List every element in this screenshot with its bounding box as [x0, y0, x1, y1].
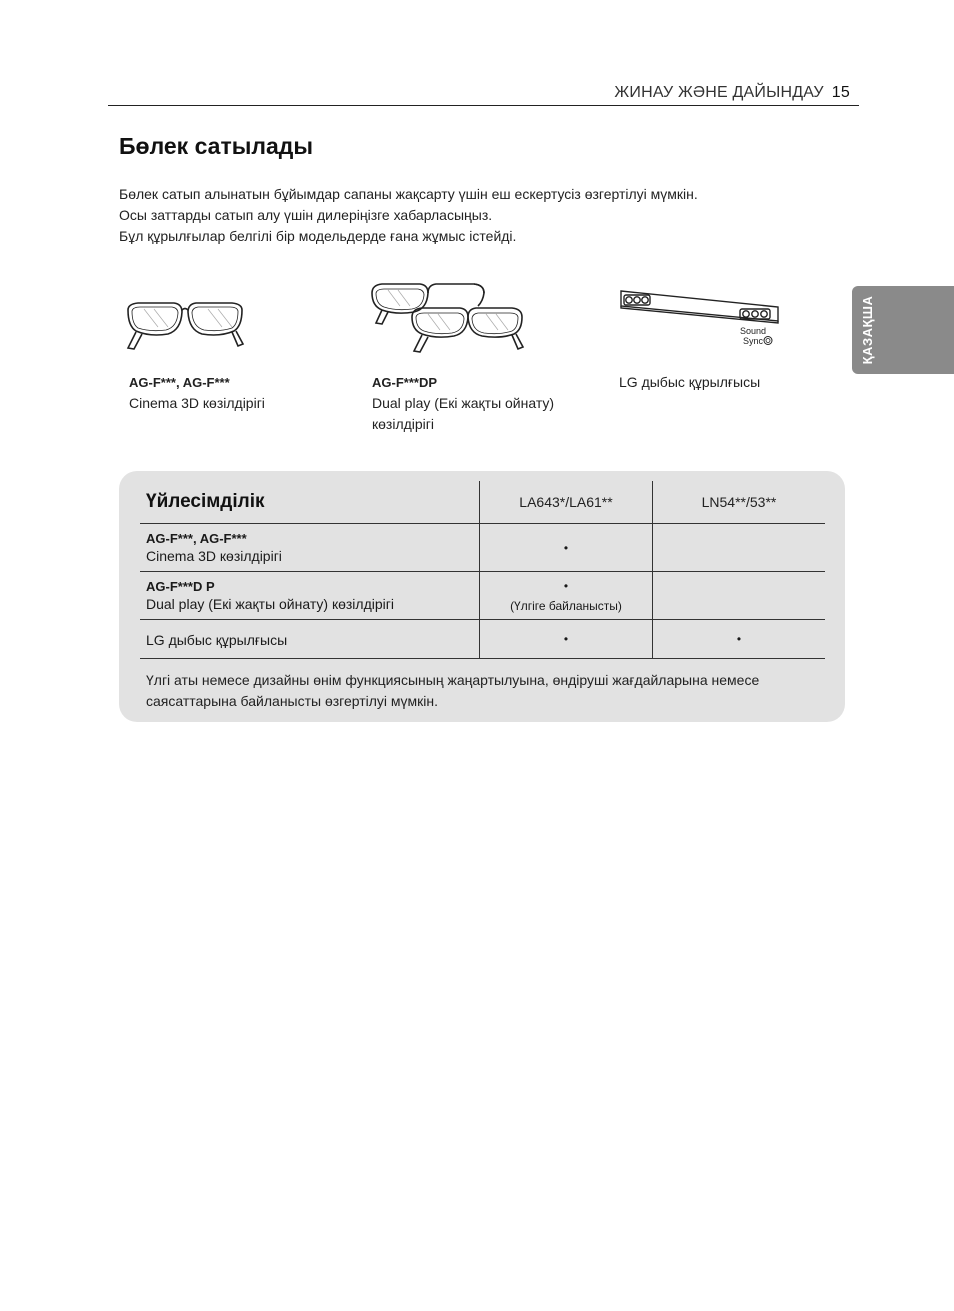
intro-text — [119, 184, 698, 247]
compat-dot: • — [563, 578, 569, 593]
product-caption — [619, 372, 760, 393]
item-cell — [140, 572, 479, 619]
running-header — [614, 84, 850, 102]
compat-cell — [479, 620, 652, 658]
product-cinema-3d-glasses — [124, 294, 246, 354]
item-cell — [140, 524, 479, 571]
item-desc: LG дыбыс құрылғысы — [146, 632, 288, 648]
product-dual-play-glasses — [368, 279, 526, 357]
compat-cell — [652, 620, 825, 658]
compatibility-note: Үлгі аты немесе дизайны өнім функциясының жаңартылуына, өндіруші жағдайларына немесе саясаттарына байланысты өзгертілуі мүмкін. — [146, 672, 760, 709]
table-header-cell — [652, 481, 825, 523]
product-sound-bar — [618, 287, 782, 349]
compat-cell — [652, 524, 825, 571]
item-model: AG-F***D P — [146, 579, 215, 594]
compat-cell — [479, 572, 652, 619]
item-desc: Dual play (Екі жақты ойнату) көзілдірігі — [146, 596, 394, 612]
sound-bar-icon — [618, 287, 782, 349]
column-header: LA643*/LA61** — [519, 494, 613, 510]
product-caption — [372, 372, 554, 435]
language-tab-label: ҚАЗАҚША — [860, 295, 875, 365]
intro-line: Бұл құрылғылар белгілі бір модельдерде ғана жұмыс істейді. — [119, 228, 517, 244]
item-model: AG-F***, AG-F*** — [146, 531, 247, 546]
compat-cell — [479, 524, 652, 571]
product-desc-line: көзілдірігі — [372, 416, 435, 432]
compat-cell — [652, 572, 825, 619]
table-row — [140, 524, 825, 572]
compat-dot: • — [563, 540, 569, 555]
product-desc: Cinema 3D көзілдірігі — [129, 395, 265, 411]
page-title: Бөлек сатылады — [119, 133, 313, 159]
table-row — [140, 572, 825, 620]
intro-line: Бөлек сатып алынатын бұйымдар сапаны жақсарту үшін еш ескертусіз өзгертілуі мүмкін. — [119, 186, 698, 202]
sound-sync-label: Sound — [740, 326, 767, 336]
header-divider — [108, 105, 859, 106]
compat-dot: • — [736, 632, 742, 646]
intro-line: Осы заттарды сатып алу үшін дилеріңізге хабарласыңыз. — [119, 207, 493, 223]
3d-glasses-icon — [124, 294, 246, 354]
compatibility-table — [140, 481, 825, 659]
table-header-row — [140, 481, 825, 524]
compat-note: (Үлгіге байланысты) — [510, 598, 622, 613]
product-caption — [129, 372, 265, 414]
item-cell — [140, 620, 479, 658]
product-desc-line: Dual play (Екі жақты ойнату) — [372, 395, 555, 411]
table-header-title-cell — [140, 481, 479, 523]
product-model: AG-F***DP — [372, 375, 438, 390]
item-desc: Cinema 3D көзілдірігі — [146, 548, 282, 564]
column-header: LN54**/53** — [701, 494, 777, 510]
table-title: Үйлесімділік — [146, 491, 265, 512]
table-header-cell — [479, 481, 652, 523]
product-model: AG-F***, AG-F*** — [129, 375, 230, 390]
compat-dot: • — [563, 632, 569, 646]
compatibility-panel — [119, 471, 845, 722]
page-number: 15 — [831, 84, 850, 101]
table-row — [140, 620, 825, 659]
dual-play-glasses-icon — [368, 279, 526, 357]
sound-sync-label: Sync — [743, 336, 764, 346]
section-title: ЖИНАУ ЖӘНЕ ДАЙЫНДАУ — [614, 84, 824, 101]
product-desc: LG дыбыс құрылғысы — [619, 374, 761, 390]
language-tab — [852, 286, 954, 374]
